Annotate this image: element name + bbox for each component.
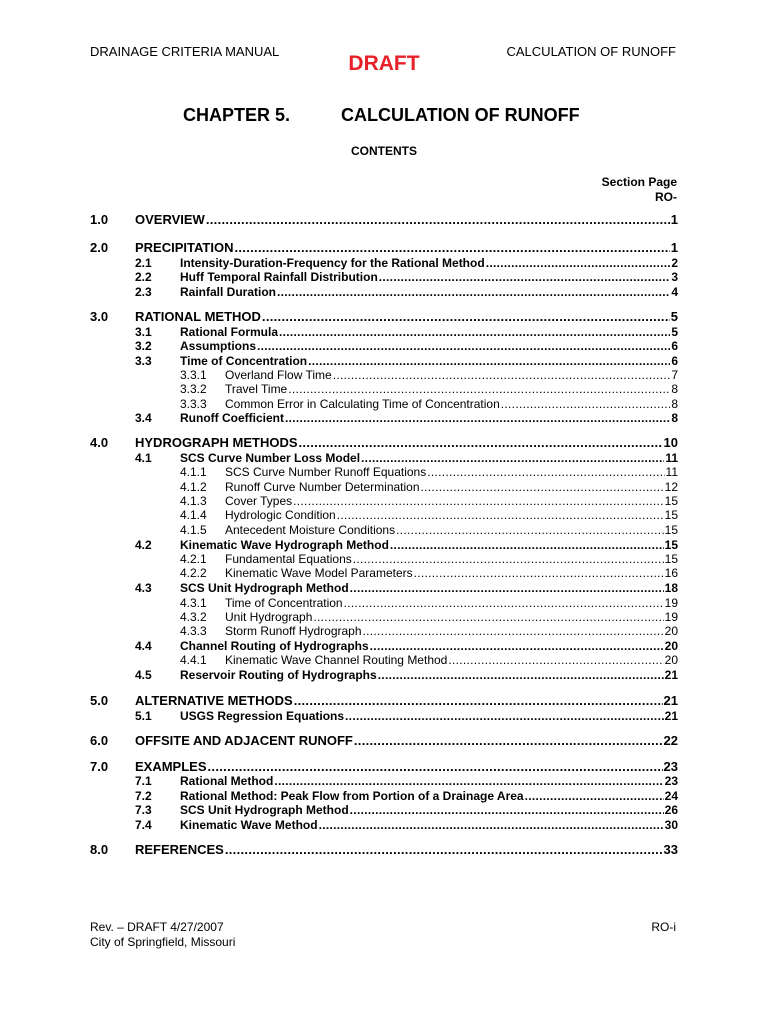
toc-entry (90, 381, 678, 397)
toc-entry-number: 4.1.4 (180, 508, 207, 522)
toc-entry-page: 1 (670, 212, 678, 227)
toc-entry-number: 5.0 (90, 693, 109, 708)
toc-entry-title: Travel Time (225, 382, 288, 396)
toc-entry-title: Fundamental Equations (225, 552, 352, 566)
toc-entry (90, 565, 678, 581)
toc-entry-title: Rainfall Duration (180, 285, 277, 299)
toc-entry (90, 817, 678, 833)
toc-entry-number: 4.4 (135, 639, 152, 653)
toc-entry-number: 7.3 (135, 803, 152, 817)
toc-entry-page: 3 (671, 270, 678, 284)
toc-entry (90, 338, 678, 354)
toc-entry-number: 4.3 (135, 581, 152, 595)
toc-entry-page: 20 (664, 639, 678, 653)
toc-entry-title: Common Error in Calculating Time of Concentration (225, 397, 500, 411)
toc-entry-page: 19 (664, 610, 678, 624)
toc-entry-page: 8 (671, 382, 678, 396)
dot-leader (363, 623, 664, 639)
toc-entry (90, 240, 678, 256)
toc-entry-title: Kinematic Wave Channel Routing Method (225, 653, 448, 667)
toc-entry-page: 19 (664, 596, 678, 610)
toc-entry-title: OFFSITE AND ADJACENT RUNOFF (135, 733, 353, 748)
toc-entry-number: 7.1 (135, 774, 152, 788)
dot-leader (350, 580, 664, 596)
dot-leader (299, 435, 663, 451)
header-chapter-title: CALCULATION OF RUNOFF (506, 44, 676, 59)
toc-entry-page: 21 (663, 693, 678, 708)
toc-entry-page: 1 (670, 240, 678, 255)
dot-leader (337, 507, 664, 523)
toc-entry-title: HYDROGRAPH METHODS (135, 435, 298, 450)
toc-entry (90, 773, 678, 789)
toc-entry (90, 708, 678, 724)
toc-entry-title: SCS Curve Number Loss Model (180, 451, 361, 465)
toc-entry-number: 4.0 (90, 435, 109, 450)
toc-entry-page: 21 (664, 668, 678, 682)
toc-entry-line (135, 309, 678, 325)
toc-entry (90, 284, 678, 300)
toc-entry-line (180, 817, 678, 833)
toc-entry-number: 4.1.2 (180, 480, 207, 494)
toc-entry-title: Intensity-Duration-Frequency for the Rational Method (180, 256, 485, 270)
dot-leader (234, 240, 669, 256)
toc-entry-title: PRECIPITATION (135, 240, 234, 255)
toc-entry-title: Time of Concentration (225, 596, 343, 610)
dot-leader (350, 802, 664, 818)
toc-entry-number: 4.1.3 (180, 494, 207, 508)
toc-entry-line (135, 693, 678, 709)
toc-entry-line (225, 381, 678, 397)
toc-entry-number: 4.1.5 (180, 523, 207, 537)
toc-entry-line (180, 667, 678, 683)
toc-entry-page: 15 (664, 538, 678, 552)
toc-entry-line (180, 580, 678, 596)
toc-entry-line (225, 507, 678, 523)
toc-entry-number: 6.0 (90, 733, 109, 748)
toc-entry-number: 3.3 (135, 354, 152, 368)
dot-leader (294, 693, 663, 709)
toc-entry-page: 16 (664, 566, 678, 580)
toc-entry-number: 4.1 (135, 451, 152, 465)
toc-entry (90, 212, 678, 228)
toc-entry-page: 21 (664, 709, 678, 723)
dot-leader (288, 381, 670, 397)
toc-entry-page: 15 (664, 494, 678, 508)
toc-entry-title: Runoff Curve Number Determination (225, 480, 420, 494)
toc-entry-line (225, 522, 678, 538)
toc-entry-number: 3.2 (135, 339, 152, 353)
toc-entry-page: 18 (664, 581, 678, 595)
toc-entry-title: Reservoir Routing of Hydrographs (180, 668, 377, 682)
toc-entry-number: 4.5 (135, 668, 152, 682)
toc-entry-number: 3.3.1 (180, 368, 207, 382)
toc-entry (90, 410, 678, 426)
toc-entry-line (135, 842, 678, 858)
toc-entry-line (135, 733, 678, 749)
toc-entry-page: 10 (663, 435, 678, 450)
dot-leader (225, 842, 663, 858)
toc-entry-page: 26 (664, 803, 678, 817)
chapter-number: CHAPTER 5. (183, 105, 291, 125)
toc-entry-line (225, 652, 678, 668)
dot-leader (379, 269, 671, 285)
toc-entry-number: 4.2.2 (180, 566, 207, 580)
dot-leader (448, 652, 663, 668)
toc-entry-title: Kinematic Wave Hydrograph Method (180, 538, 389, 552)
toc-entry (90, 842, 678, 858)
toc-entry-page: 20 (664, 624, 678, 638)
dot-leader (345, 708, 664, 724)
toc-entry-title: Cover Types (225, 494, 293, 508)
toc-entry (90, 667, 678, 683)
toc-entry-title: Storm Runoff Hydrograph (225, 624, 362, 638)
toc-entry-number: 7.0 (90, 759, 109, 774)
toc-entry-line (225, 464, 678, 480)
toc-entry-line (180, 773, 678, 789)
draft-watermark: DRAFT (348, 52, 420, 75)
toc-entry (90, 580, 678, 596)
toc-entry-number: 7.2 (135, 789, 152, 803)
toc-entry-title: Runoff Coefficient (180, 411, 284, 425)
toc-entry-number: 3.0 (90, 309, 109, 324)
toc-entry (90, 733, 678, 749)
dot-leader (206, 212, 670, 228)
toc-entry-number: 2.1 (135, 256, 152, 270)
toc-entry (90, 693, 678, 709)
dot-leader (262, 309, 670, 325)
toc-entry-number: 4.2 (135, 538, 152, 552)
toc-entry-title: SCS Unit Hydrograph Method (180, 803, 349, 817)
toc-entry-number: 2.3 (135, 285, 152, 299)
organization-text: City of Springfield, Missouri (90, 935, 236, 949)
toc-entry-line (180, 269, 678, 285)
toc-entry-number: 2.0 (90, 240, 109, 255)
toc-entry-page: 4 (671, 285, 678, 299)
toc-entry-title: OVERVIEW (135, 212, 205, 227)
toc-entry-line (225, 565, 678, 581)
dot-leader (319, 817, 664, 833)
toc-entry-title: Kinematic Wave Method (180, 818, 318, 832)
toc-entry-number: 4.3.2 (180, 610, 207, 624)
toc-entry-title: Unit Hydrograph (225, 610, 313, 624)
toc-entry-number: 3.3.2 (180, 382, 207, 396)
toc-entry-page: 11 (665, 451, 678, 465)
dot-leader (414, 565, 664, 581)
toc-entry-page: 2 (671, 256, 678, 270)
dot-leader (277, 284, 670, 300)
toc-entry-title: Channel Routing of Hydrographs (180, 639, 369, 653)
toc-entry-line (180, 410, 678, 426)
toc-entry-title: Assumptions (180, 339, 257, 353)
toc-entry (90, 623, 678, 639)
toc-entry-page: 23 (664, 774, 678, 788)
toc-entry-number: 4.3.3 (180, 624, 207, 638)
dot-leader (257, 338, 670, 354)
toc-entry-page: 6 (671, 354, 678, 368)
toc-entry-number: 7.4 (135, 818, 152, 832)
toc-entry-number: 4.3.1 (180, 596, 207, 610)
toc-entry-number: 2.2 (135, 270, 152, 284)
toc-entry-number: 3.4 (135, 411, 152, 425)
toc-entry-line (180, 284, 678, 300)
toc-entry-title: EXAMPLES (135, 759, 207, 774)
toc-entry-number: 4.1.1 (180, 465, 207, 479)
toc-entry-number: 3.3.3 (180, 397, 207, 411)
toc-entry-line (180, 708, 678, 724)
header-manual-title: DRAINAGE CRITERIA MANUAL (90, 44, 280, 59)
toc-entry-page: 15 (664, 552, 678, 566)
toc-entry-page: 23 (663, 759, 678, 774)
toc-entry-title: Huff Temporal Rainfall Distribution (180, 270, 378, 284)
toc-entry-line (180, 338, 678, 354)
toc-entry (90, 309, 678, 325)
toc-entry-line (135, 435, 678, 451)
toc-entry (90, 522, 678, 538)
toc-entry (90, 464, 678, 480)
toc-entry-page: 6 (671, 339, 678, 353)
toc-entry-title: REFERENCES (135, 842, 224, 857)
toc-entry-number: 5.1 (135, 709, 152, 723)
dot-leader (354, 733, 663, 749)
toc-entry-page: 12 (664, 480, 678, 494)
toc-entry-page: 5 (670, 309, 678, 324)
toc-entry-title: SCS Curve Number Runoff Equations (225, 465, 427, 479)
toc-entry-number: 4.4.1 (180, 653, 207, 667)
footer-page-id: RO-i (651, 920, 676, 934)
toc-entry-line (135, 240, 678, 256)
toc-entry-title: Rational Method (180, 774, 274, 788)
toc-entry-page: 7 (671, 368, 678, 382)
toc-entry (90, 269, 678, 285)
toc-entry-page: 22 (663, 733, 678, 748)
toc-entry-title: Time of Concentration (180, 354, 308, 368)
toc-entry-page: 24 (664, 789, 678, 803)
toc-entry-title: Rational Method: Peak Flow from Portion of a Drainage Area (180, 789, 524, 803)
toc-entry-line (225, 623, 678, 639)
toc-entry-title: SCS Unit Hydrograph Method (180, 581, 349, 595)
toc-entry-page: 30 (664, 818, 678, 832)
chapter-title: CALCULATION OF RUNOFF (341, 105, 580, 125)
dot-leader (274, 773, 663, 789)
toc-entry-page: 15 (664, 508, 678, 522)
toc-entry-line (135, 212, 678, 228)
toc-entry-page: 11 (665, 465, 678, 479)
section-page-label: Section Page (601, 175, 677, 189)
toc-entry-page: 8 (671, 411, 678, 425)
toc-entry-title: Overland Flow Time (225, 368, 332, 382)
toc-entry-title: RATIONAL METHOD (135, 309, 261, 324)
toc-entry-title: Hydrologic Condition (225, 508, 336, 522)
dot-leader (427, 464, 664, 480)
toc-entry-page: 5 (671, 325, 678, 339)
toc-entry-number: 3.1 (135, 325, 152, 339)
toc-entry-page: 15 (664, 523, 678, 537)
toc-entry (90, 507, 678, 523)
toc-entry-page: 8 (671, 397, 678, 411)
toc-entry-number: 8.0 (90, 842, 109, 857)
toc-entry-page: 33 (663, 842, 678, 857)
toc-entry-title: Rational Formula (180, 325, 279, 339)
dot-leader (378, 667, 664, 683)
toc-entry-title: Kinematic Wave Model Parameters (225, 566, 413, 580)
toc-entry-line (180, 802, 678, 818)
toc-entry-title: USGS Regression Equations (180, 709, 345, 723)
footer-left (90, 920, 235, 950)
dot-leader (396, 522, 664, 538)
toc-entry-title: Antecedent Moisture Conditions (225, 523, 396, 537)
toc-entry (90, 652, 678, 668)
revision-text: Rev. – DRAFT 4/27/2007 (90, 920, 224, 934)
contents-label: CONTENTS (351, 144, 417, 158)
toc-entry (90, 802, 678, 818)
dot-leader (285, 410, 670, 426)
toc-entry-number: 4.2.1 (180, 552, 207, 566)
toc-entry-title: ALTERNATIVE METHODS (135, 693, 293, 708)
toc-entry-number: 1.0 (90, 212, 109, 227)
toc-entry-page: 20 (664, 653, 678, 667)
toc-entry (90, 435, 678, 451)
page-prefix-label: RO- (655, 190, 677, 204)
